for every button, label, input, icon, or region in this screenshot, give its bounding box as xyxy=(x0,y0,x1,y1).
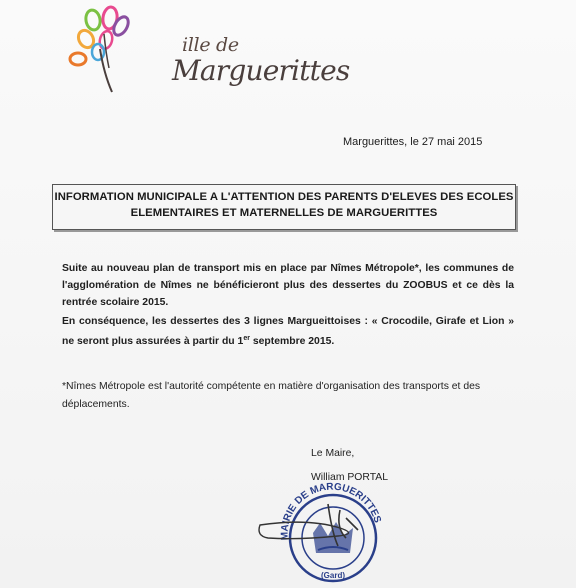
title-box xyxy=(52,184,516,230)
superscript-er: er xyxy=(243,335,250,342)
signature-name: William PORTAL xyxy=(311,472,388,483)
official-stamp xyxy=(258,478,388,586)
stamp-bottom-text: (Gard) xyxy=(321,571,345,580)
logo-text-town: Marguerittes xyxy=(172,54,350,87)
stamp-arc-text: MAIRIE DE MARGUERITTES xyxy=(279,481,383,541)
footnote: *Nîmes Métropole est l'autorité compétente en matière d'organisation des transports et des déplacements. xyxy=(62,381,481,410)
stamp-seal-icon xyxy=(258,478,388,586)
paragraph-transport-plan: Suite au nouveau plan de transport mis en place par Nîmes Métropole*, les communes de l'agglomération de Nîmes ne bénéficieront plus des dessertes du ZOOBUS et ce dès la rentrée scolaire 2015. xyxy=(62,263,514,308)
logo-text-ville: ille de xyxy=(182,34,239,56)
title-line-2: ELEMENTAIRES ET MATERNELLES DE MARGUERITTES xyxy=(130,207,438,219)
paragraph-lines-discontinued xyxy=(62,313,514,350)
paragraph-lines-tail: septembre 2015. xyxy=(249,336,335,347)
paragraph-lines-text: En conséquence, les dessertes des 3 lignes Margueittoises : « Crocodile, Girafe et Lion » ne seront plus assurées à partir du 1 xyxy=(62,316,514,347)
title-line-1: INFORMATION MUNICIPALE A L'ATTENTION DES PARENTS D'ELEVES DES ECOLES xyxy=(54,191,514,203)
signature-role: Le Maire, xyxy=(311,448,355,459)
letter-date: Marguerittes, le 27 mai 2015 xyxy=(343,136,483,148)
town-logo xyxy=(60,4,350,104)
